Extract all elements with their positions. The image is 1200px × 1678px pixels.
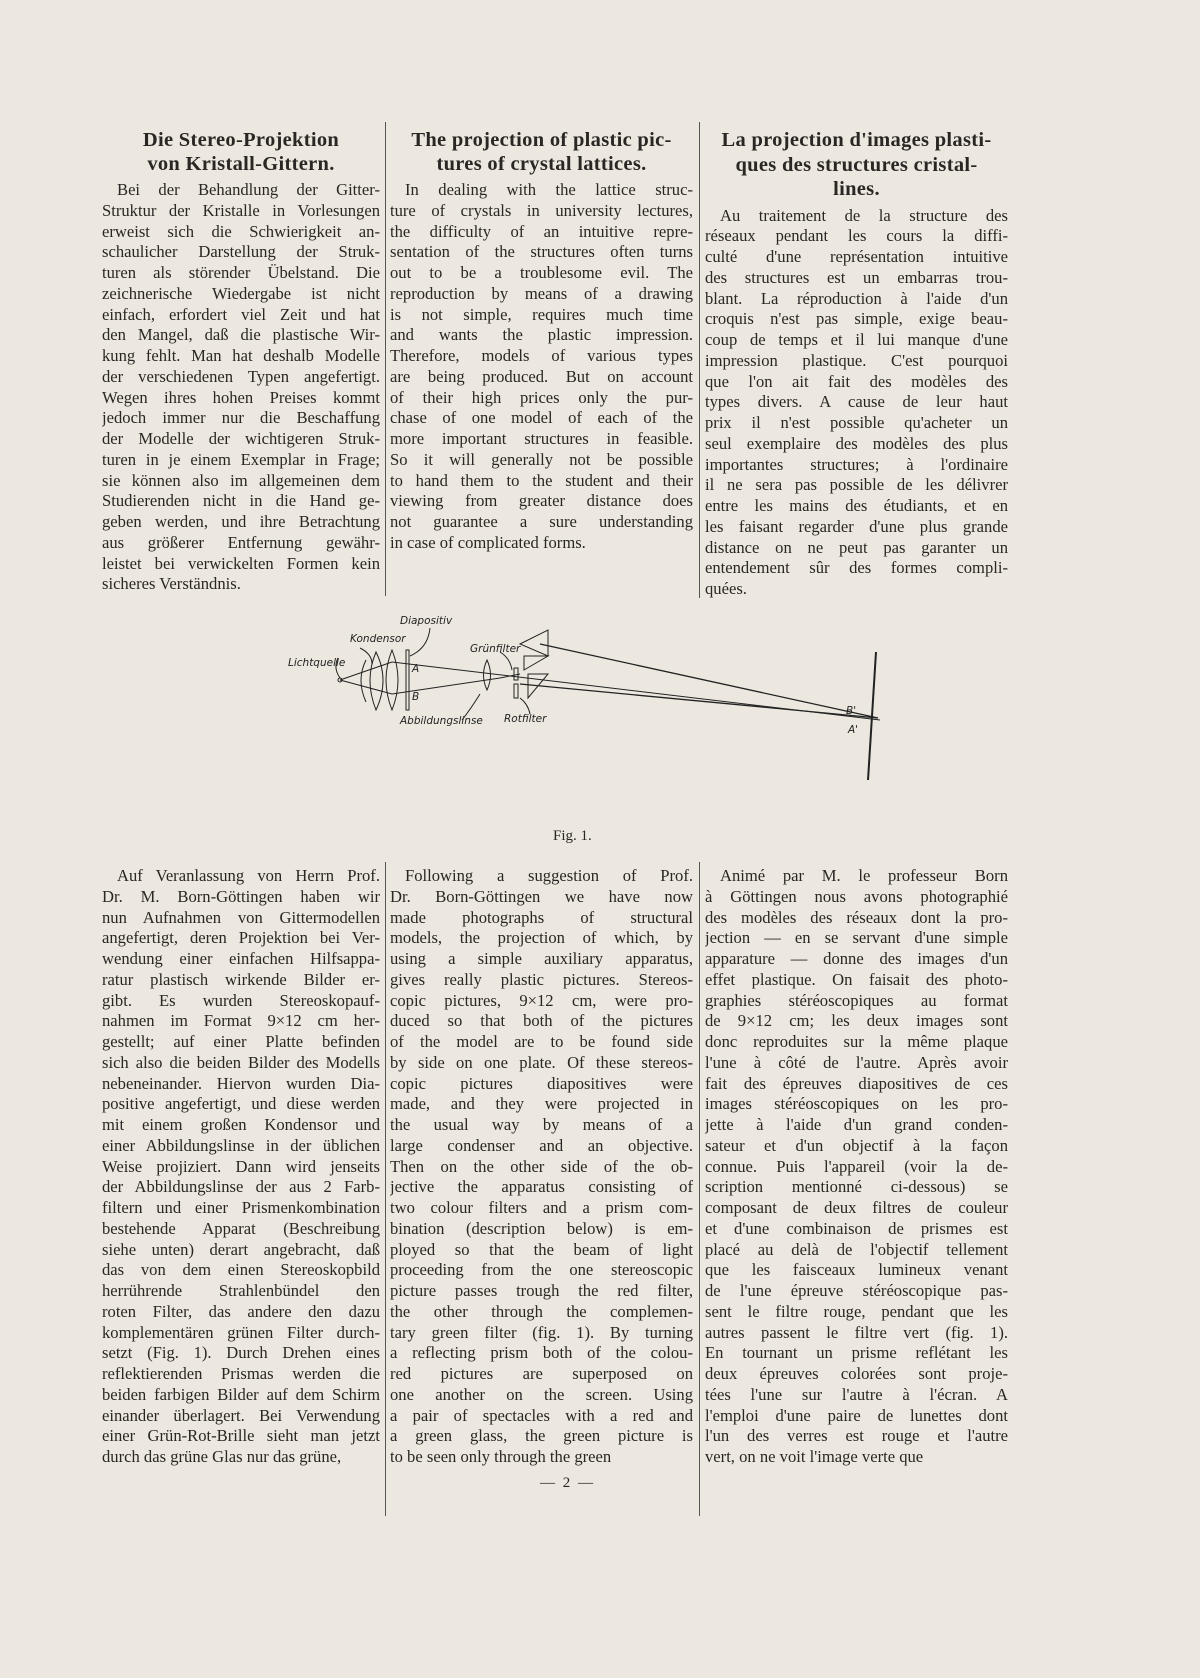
text-line: de 9×12 cm; les deux images sont xyxy=(705,1011,1008,1031)
text-line: Dr. Born-Göttingen we have now xyxy=(390,886,693,906)
text-line: red pictures are superposed on xyxy=(390,1364,693,1383)
label-gruenfilter: Grünfilter xyxy=(470,643,521,655)
text-line: sateur et d'un objectif à la façon xyxy=(705,1135,1008,1155)
text-line: ployed so that the beam of light xyxy=(390,1239,693,1259)
prism xyxy=(520,630,548,698)
text-line: blant. La réproduction à l'aide d'un xyxy=(705,288,1008,308)
text-line: fait des épreuves diapositives de ces xyxy=(705,1073,1008,1093)
text-line: the other through the complemen- xyxy=(390,1301,693,1321)
bottom-column-english xyxy=(390,866,693,1468)
text-line: graphies stéréoscopiques au format xyxy=(705,990,1008,1010)
text-line: Auf Veranlassung von Herrn Prof. xyxy=(117,866,380,885)
text-line: ture of crystals in university lectures, xyxy=(390,200,693,220)
title-line: The projection of plastic pic- xyxy=(411,129,672,151)
text-line: is not simple, requires much time xyxy=(390,304,693,324)
text-line: das von dem einen Stereoskopbild xyxy=(102,1260,380,1280)
text-line: donc reproduites sur la même plaque xyxy=(705,1032,1008,1051)
paragraph-french xyxy=(705,866,1008,1468)
title-french xyxy=(705,128,1008,202)
condenser-lens xyxy=(386,650,398,710)
text-line: Dr. M. Born-Göttingen haben wir xyxy=(102,886,380,906)
text-line: setzt (Fig. 1). Durch Drehen eines xyxy=(102,1343,380,1363)
text-line: made photographs of structural xyxy=(390,907,693,927)
text-line: sent le filtre rouge, pendant que les xyxy=(705,1301,1008,1321)
text-line: der Modelle der wichtigeren Struk- xyxy=(102,429,380,448)
text-line: l'emploi d'une paire de lunettes dont xyxy=(705,1405,1008,1425)
text-line: positive angefertigt, und diese werden xyxy=(102,1094,380,1114)
paragraph-english xyxy=(390,180,693,554)
text-line: herrührende Strahlenbündel den xyxy=(102,1281,380,1300)
ray xyxy=(340,680,392,694)
condenser-lens xyxy=(361,660,366,702)
text-line: einer Grün-Rot-Brille sieht man jetzt xyxy=(102,1426,380,1446)
text-line: gestellt; auf einer Platte befinden xyxy=(102,1032,380,1051)
text-line: beiden farbigen Bilder auf dem Schirm xyxy=(102,1384,380,1404)
text-line: vert, on ne voit l'image verte que xyxy=(705,1447,924,1466)
objective-lens xyxy=(484,660,491,690)
title-line: von Kristall-Gittern. xyxy=(147,153,335,175)
text-line: Studierenden nicht in die Hand ge- xyxy=(102,491,380,511)
column-divider xyxy=(699,122,700,598)
text-line: bestehende Apparat (Beschreibung xyxy=(102,1218,380,1238)
paragraph-french xyxy=(705,206,1008,600)
text-line: il ne sera pas possible de les délivrer xyxy=(705,475,1008,495)
label-lichtquelle: Lichtquelle xyxy=(288,657,346,669)
text-line: nahmen im Format 9×12 cm her- xyxy=(102,1011,380,1031)
leader xyxy=(520,698,530,714)
label-a-prime: A' xyxy=(848,724,859,736)
paragraph-german xyxy=(102,180,380,595)
ray xyxy=(500,674,520,678)
text-line: out to be a troublesome evil. The xyxy=(390,263,693,282)
text-line: and wants the plastic impression. xyxy=(390,325,693,345)
text-line: copic pictures diapositives were xyxy=(390,1073,693,1093)
column-divider xyxy=(385,862,386,1516)
text-line: wendung einer einfachen Hilfsappa- xyxy=(102,949,380,968)
text-line: croquis n'est pas simple, exige beau- xyxy=(705,309,1008,329)
text-line: gives really plastic pictures. Stereos- xyxy=(390,969,693,989)
text-line: tary green filter (fig. 1). By turning xyxy=(390,1322,693,1342)
text-line: zeichnerische Wiedergabe ist nicht xyxy=(102,283,380,303)
text-line: apparature — donne des images d'un xyxy=(705,949,1008,968)
text-line: Following a suggestion of Prof. xyxy=(405,866,693,885)
text-line: more important structures in feasible. xyxy=(390,429,693,448)
text-line: distance on ne peut pas garanter un xyxy=(705,537,1008,557)
text-line: Then on the other side of the ob- xyxy=(390,1156,693,1176)
paragraph-english xyxy=(390,866,693,1468)
text-line: ratur plastisch wirkende Bilder er- xyxy=(102,969,380,989)
text-line: erweist sich die Schwierigkeit an- xyxy=(102,221,380,241)
text-line: filtern und einer Prismenkombination xyxy=(102,1198,380,1217)
text-line: einander überlagert. Bei Verwendung xyxy=(102,1405,380,1425)
bottom-column-french xyxy=(705,866,1008,1468)
text-line: chase of one model of each of the xyxy=(390,408,693,428)
text-line: coup de temps et il lui manque d'une xyxy=(705,330,1008,349)
text-line: et d'une combinaison de prismes est xyxy=(705,1218,1008,1238)
top-column-german xyxy=(102,128,380,595)
text-line: two colour filters and a prism com- xyxy=(390,1198,693,1217)
text-line: Weise projiziert. Dann wird jenseits xyxy=(102,1156,380,1176)
text-line: entendement sûr des formes compli- xyxy=(705,558,1008,578)
text-line: placé au delà de l'objectif tellement xyxy=(705,1239,1008,1259)
text-line: leistet bei verwickelten Formen kein xyxy=(102,553,380,573)
text-line: nun Aufnahmen von Gittermodellen xyxy=(102,907,380,927)
text-line: impression plastique. C'est pourquoi xyxy=(705,350,1008,370)
top-column-french xyxy=(705,128,1008,600)
text-line: Animé par M. le professeur Born xyxy=(720,866,1008,885)
text-line: que les faisceaux lumineux venant xyxy=(705,1260,1008,1280)
text-line: to be seen only through the green xyxy=(390,1447,612,1466)
paragraph-german xyxy=(102,866,380,1468)
red-filter xyxy=(514,684,518,698)
text-line: one another on the screen. Using xyxy=(390,1384,693,1404)
text-line: Wegen ihres hohen Preises kommt xyxy=(102,387,380,407)
text-line: to hand them to the student and their xyxy=(390,470,693,490)
text-line: nebeneinander. Hiervon wurden Dia- xyxy=(102,1073,380,1093)
text-line: angefertigt, deren Projektion bei Ver- xyxy=(102,928,380,948)
text-line: In dealing with the lattice struc- xyxy=(405,180,693,199)
text-line: images stéréoscopiques on les pro- xyxy=(705,1094,1008,1114)
text-line: made, and they were projected in xyxy=(390,1094,693,1114)
leader xyxy=(410,628,430,656)
text-line: in case of complicated forms. xyxy=(390,532,586,552)
title-line: La projection d'images plasti- xyxy=(721,129,992,151)
label-diapositiv: Diapositiv xyxy=(400,615,453,627)
text-line: à Göttingen nous avons photographié xyxy=(705,886,1008,906)
text-line: roten Filter, das andere den dazu xyxy=(102,1301,380,1321)
text-line: entre les mains des étudiants, et en xyxy=(705,496,1008,515)
text-line: sicheres Verständnis. xyxy=(102,574,241,594)
text-line: siehe unten) derart angebracht, daß xyxy=(102,1239,380,1259)
text-line: aus größerer Entfernung gewähr- xyxy=(102,532,380,552)
text-line: prix il n'est possible qu'acheter un xyxy=(705,413,1008,432)
text-line: by side on one plate. Of these stereos- xyxy=(390,1052,693,1072)
text-line: kung fehlt. Man hat deshalb Modelle xyxy=(102,346,380,365)
text-line: de l'une épreuve stéréoscopique pas- xyxy=(705,1281,1008,1300)
text-line: connue. Puis l'appareil (voir la de- xyxy=(705,1156,1008,1176)
text-line: sich also die beiden Bilder des Modells xyxy=(102,1052,380,1072)
text-line: les faisant regarder d'une plus grande xyxy=(705,516,1008,536)
text-line: jection — en se servant d'une simple xyxy=(705,928,1008,948)
title-german xyxy=(102,128,380,176)
ray xyxy=(340,662,392,680)
leader xyxy=(360,648,372,664)
text-line: l'un des verres est rouge et l'autre xyxy=(705,1426,1008,1446)
column-divider xyxy=(385,122,386,596)
text-line: scription mentionné ci-dessous) se xyxy=(705,1177,1008,1197)
text-line: réseaux pendant les cours la diffi- xyxy=(705,226,1008,246)
title-line: ques des structures cristal- xyxy=(735,153,978,176)
text-line: Therefore, models of various types xyxy=(390,346,693,365)
text-line: der verschiedenen Typen angefertigt. xyxy=(102,366,380,386)
text-line: sie können also im allgemeinen dem xyxy=(102,470,380,490)
text-line: types divers. A cause de leur haut xyxy=(705,392,1008,412)
figure-caption: Fig. 1. xyxy=(553,828,592,844)
text-line: der Abbildungslinse der aus 2 Farb- xyxy=(102,1177,380,1197)
text-line: the difficulty of an intuitive repre- xyxy=(390,221,693,241)
title-line: Die Stereo-Projektion xyxy=(142,129,340,151)
text-line: deux épreuves colorées sont proje- xyxy=(705,1364,1008,1383)
title-english xyxy=(390,128,693,176)
text-line: bination (description below) is em- xyxy=(390,1218,693,1238)
ray xyxy=(540,644,878,718)
text-line: of the model are to be found side xyxy=(390,1032,693,1051)
text-line: den Mangel, daß die plastische Wir- xyxy=(102,325,380,345)
text-line: autres passent le filtre vert (fig. 1). xyxy=(705,1322,1008,1342)
text-line: l'une à côté de l'autre. Après avoir xyxy=(705,1052,1008,1072)
text-line: Au traitement de la structure des xyxy=(720,205,1008,225)
text-line: of their high prices only the pur- xyxy=(390,387,693,407)
text-line: turen als störender Übelstand. Die xyxy=(102,263,380,282)
text-line: reflektierenden Prismas werden die xyxy=(102,1364,380,1383)
text-line: the usual way by means of a xyxy=(390,1115,693,1134)
text-line: En tournant un prisme reflétant les xyxy=(705,1343,1008,1363)
text-line: einfach, erfordert viel Zeit und hat xyxy=(102,304,380,324)
text-line: viewing from greater distance does xyxy=(390,491,693,511)
label-kondensor: Kondensor xyxy=(350,633,406,645)
bottom-column-german xyxy=(102,866,380,1468)
text-line: effet plastique. On faisait des photo- xyxy=(705,969,1008,989)
label-abbildungslinse: Abbildungslinse xyxy=(400,715,483,727)
text-line: des structures est un embarras trou- xyxy=(705,267,1008,287)
text-line: composant de deux filtres de couleur xyxy=(705,1198,1008,1217)
green-filter xyxy=(514,668,518,680)
text-line: Bei der Behandlung der Gitter- xyxy=(117,180,380,199)
text-line: turen in je einem Exemplar in Frage; xyxy=(102,449,380,469)
text-line: picture passes trough the red filter, xyxy=(390,1281,693,1300)
text-line: a green glass, the green picture is xyxy=(390,1426,693,1446)
text-line: culté d'une représentation intuitive xyxy=(705,247,1008,266)
text-line: proceeding from the one stereoscopic xyxy=(390,1260,693,1280)
text-line: are being produced. But on account xyxy=(390,366,693,386)
text-line: gibt. Es wurden Stereoskopauf- xyxy=(102,990,380,1010)
text-line: So it will generally not be possible xyxy=(390,449,693,469)
text-line: durch das grüne Glas nur das grüne, xyxy=(102,1447,342,1466)
top-column-english xyxy=(390,128,693,554)
label-b: B xyxy=(412,691,420,703)
text-line: a reflecting prism both of the colou- xyxy=(390,1343,693,1363)
column-divider xyxy=(699,862,700,1516)
text-line: copic pictures, 9×12 cm, were pro- xyxy=(390,990,693,1010)
text-line: models, the projection of which, by xyxy=(390,928,693,948)
text-line: einer Abbildungslinse in der üblichen xyxy=(102,1135,380,1155)
text-line: a pair of spectacles with a red and xyxy=(390,1405,693,1425)
projection-diagram xyxy=(0,600,1200,830)
text-line: Struktur der Kristalle in Vorlesungen xyxy=(102,200,380,220)
text-line: duced so that both of the pictures xyxy=(390,1011,693,1031)
title-line: tures of crystal lattices. xyxy=(436,153,647,175)
text-line: large condenser and an objective. xyxy=(390,1135,693,1155)
text-line: jette à l'aide d'un grand conden- xyxy=(705,1115,1008,1134)
text-line: des modèles des réseaux dont la pro- xyxy=(705,907,1008,927)
diapositive xyxy=(406,650,409,710)
text-line: jective the apparatus consisting of xyxy=(390,1177,693,1197)
text-line: importantes structures; à l'ordinaire xyxy=(705,454,1008,474)
text-line: quées. xyxy=(705,579,747,598)
text-line: jedoch immer nur die Beschaffung xyxy=(102,408,380,428)
text-line: schaulicher Darstellung der Struk- xyxy=(102,242,380,262)
text-line: que l'on ait fait des modèles des xyxy=(705,371,1008,391)
text-line: mit einem großen Kondensor und xyxy=(102,1115,380,1134)
text-line: using a simple auxiliary apparatus, xyxy=(390,949,693,968)
label-a: A xyxy=(412,663,420,675)
text-line: komplementären grünen Filter durch- xyxy=(102,1322,380,1342)
label-rotfilter: Rotfilter xyxy=(504,713,547,725)
page-number: — 2 — xyxy=(540,1475,595,1491)
text-line: reproduction by means of a drawing xyxy=(390,283,693,303)
text-line: not guarantee a sure understanding xyxy=(390,512,693,531)
label-b-prime: B' xyxy=(846,705,857,717)
text-line: tées l'une sur l'autre à l'écran. A xyxy=(705,1384,1008,1404)
text-line: sentation of the structures often turns xyxy=(390,242,693,262)
text-line: seul exemplaire des modèles des plus xyxy=(705,433,1008,453)
text-line: geben werden, und ihre Betrachtung xyxy=(102,512,380,531)
ray xyxy=(520,684,878,718)
title-line: lines. xyxy=(833,178,880,200)
